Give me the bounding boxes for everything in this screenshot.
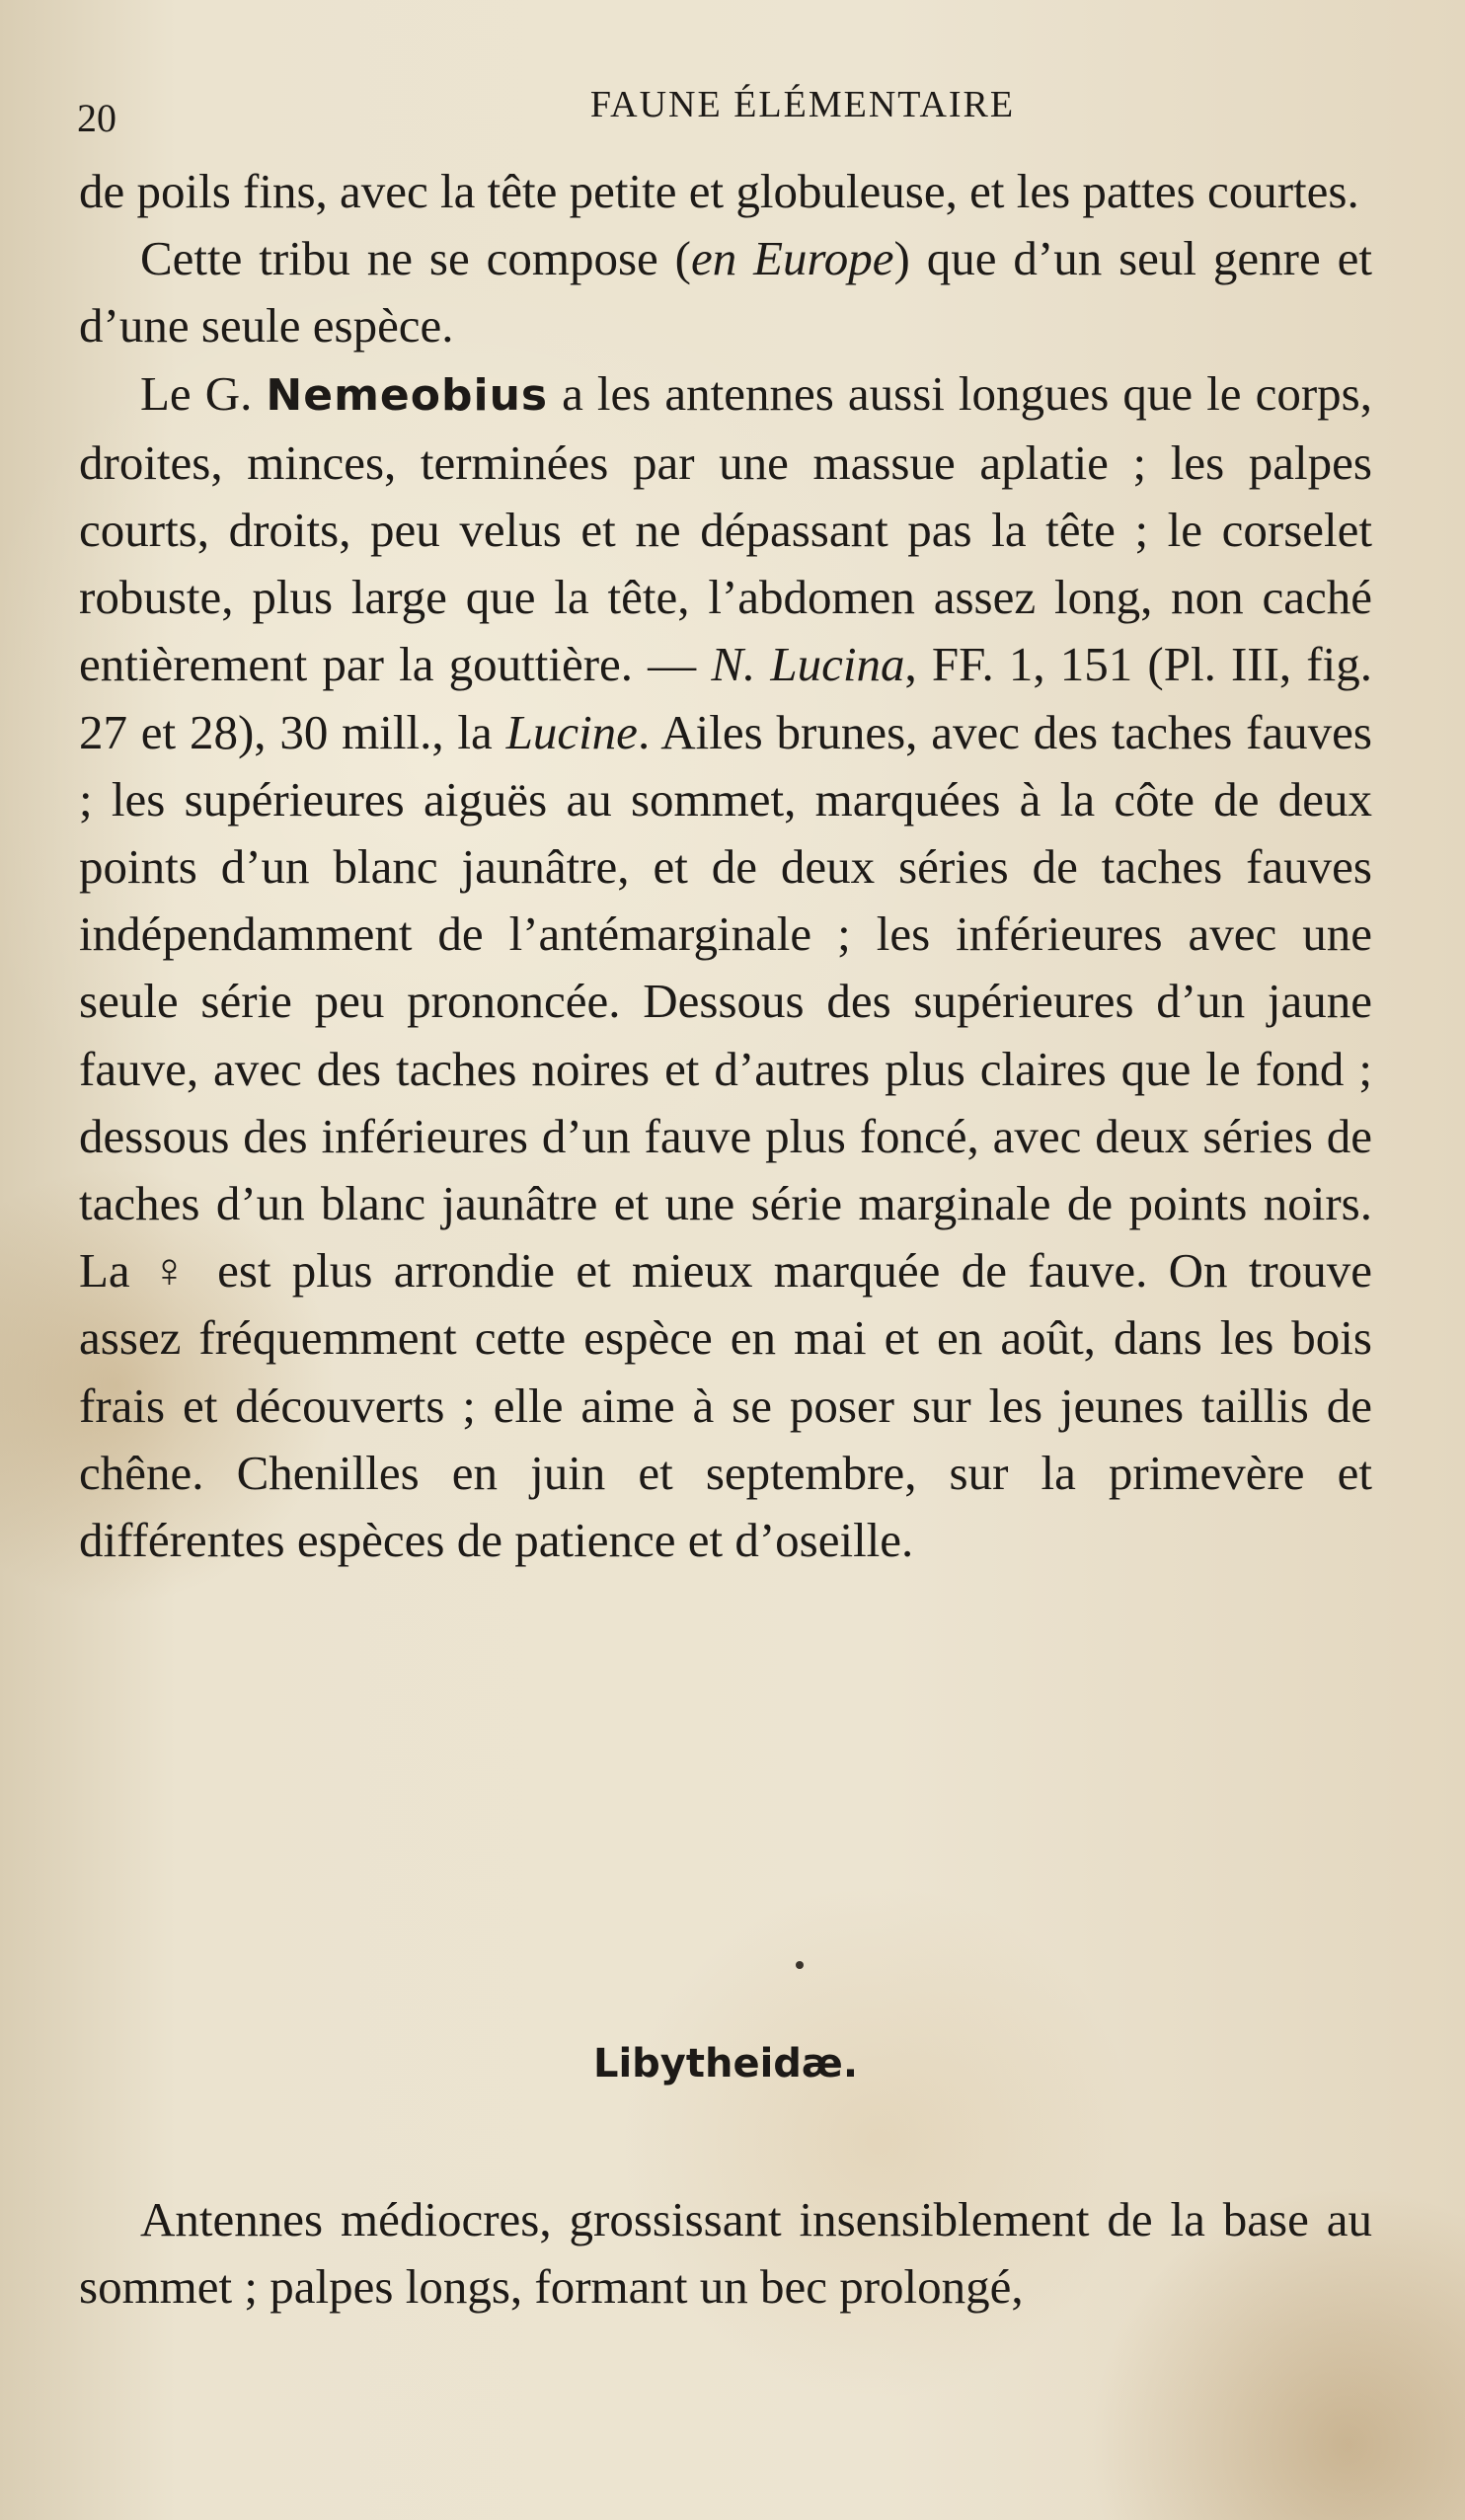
paragraph-genus (79, 360, 1372, 1575)
print-speck (796, 1961, 804, 1969)
paragraph-continued: de poils fins, avec la tête petite et globuleuse, et les pattes courtes. (79, 164, 1359, 218)
genus-description: a les antennes aussi longues que le corps, droites, minces, terminées par une massue aplatie ; les palpes courts, droits, peu velus et ne dépassant pas la tête ; le corselet robuste, plus large que la tête, l’abdomen assez long, non caché entièrement par la gouttière. — (79, 365, 1372, 692)
species-description: . Ailes brunes, avec des taches fauves ; les supérieures aiguës au sommet, marquées à la côte de deux points d’un blanc jaunâtre, et de deux séries de taches fauves indépendamment de l’antémarginale ; les inférieures avec une seule série peu prononcée. Dessous des supérieures d’un jaune fauve, avec des taches noires et d’autres plus claires que le fond ; dessous des inférieures d’un fauve plus foncé, avec deux séries de taches d’un blanc jaunâtre et une série marginale de points noirs. La ♀ est plus arrondie et mieux marquée de fauve. On trouve assez fréquemment cette espèce en mai et en août, dans les bois frais et découverts ; elle aime à se poser sur les jeunes taillis de chêne. Chenilles en juin et septembre, sur la primevère et différentes espèces de patience et d’oseille. (79, 704, 1372, 1568)
genus-intro: Le G. (140, 365, 267, 421)
running-title: FAUNE ÉLÉMENTAIRE (589, 84, 1016, 125)
vernacular-name: Lucine (505, 704, 638, 759)
section-paragraph: Antennes médiocres, grossissant insensiblement de la base au sommet ; palpes longs, formant un bec prolongé, (79, 2192, 1372, 2315)
paragraph-tribe-text-b: ) que d’un seul genre et d’une seule espèce. (79, 231, 1372, 354)
running-head (77, 77, 1370, 140)
page-number: 20 (77, 96, 116, 140)
species-reference: , FF. 1, 151 (Pl. III, fig. 27 et 28), 30 mill., la (79, 637, 1372, 759)
species-name: N. Lucina (711, 637, 905, 692)
paragraph-tribe-text-a: Cette tribu ne se compose ( (140, 231, 691, 286)
italic-region: en Europe (690, 231, 894, 286)
genus-name: Nemeobius (266, 369, 549, 421)
section-text (79, 2186, 1372, 2321)
paragraph-tribe (79, 225, 1372, 359)
section-heading: Libytheidæ. (592, 2041, 859, 2087)
main-text (79, 158, 1372, 1574)
